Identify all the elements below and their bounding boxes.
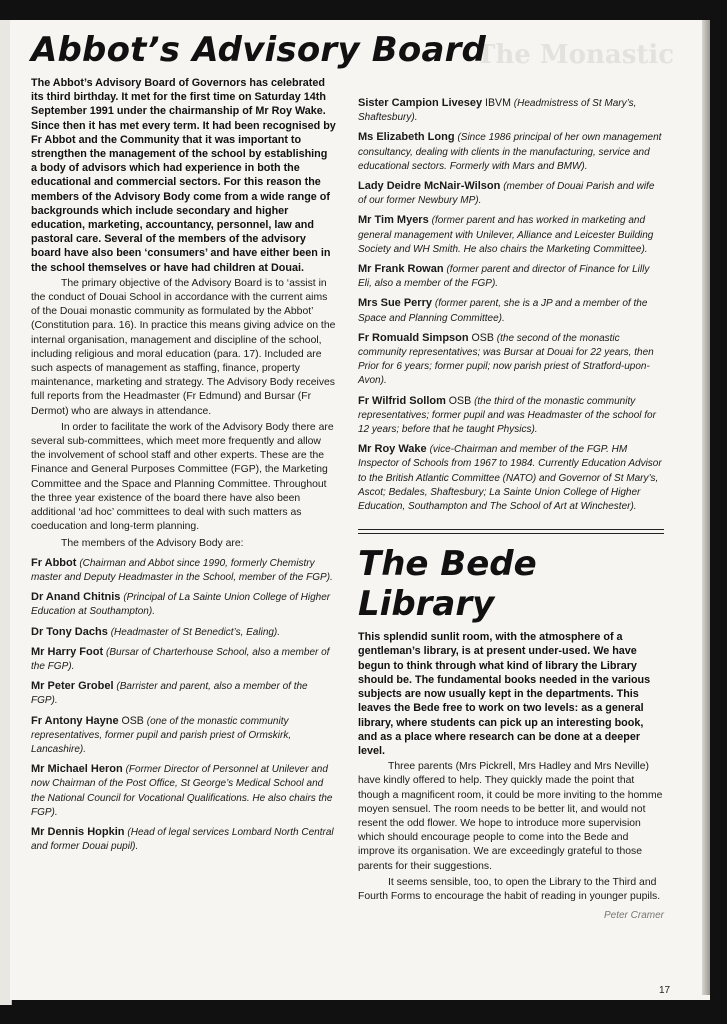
paragraph: Three parents (Mrs Pickrell, Mrs Hadley and Mrs Neville) have kindly offered to help. They quickly made the point that though a magnificent room, it could be more inviting to the homme moyen sensuel. The room needs to be better lit, and would not resent the odd flower. We hope to introduce more supervision which should encourage people to come into the Bede and improve its organisation. We are exceedingly grateful to those parents for their suggestions. bbox=[358, 761, 663, 872]
background-header: The Monastic bbox=[476, 40, 675, 70]
member-list-left bbox=[31, 556, 336, 855]
member-entry: Sister Campion Livesey IBVM (Headmistress of St Mary’s, Shaftesbury). bbox=[358, 97, 637, 124]
member-entry: Mr Roy Wake (vice-Chairman and member of the FGP. HM Inspector of Schools from 1967 to 1984. Currently Education Advisor to the British Atlantic Committee (NATO) and Governor of St Mary’s, Ascot; Bedales, Shaftesbury; La Sainte Union College of Higher Education, Southampton and The School of Art at Winchester). bbox=[358, 443, 662, 513]
member-entry: Mrs Sue Perry (former parent, she is a JP and a member of the Space and Planning Committee). bbox=[358, 297, 648, 324]
section-divider bbox=[358, 529, 664, 534]
member-entry: Fr Romuald Simpson OSB (the second of the monastic community representatives; was Bursar at Douai for 22 years, then Prior for 6 years; former pupil; now parish priest of Stratford-upon-Avon). bbox=[358, 331, 654, 387]
member-entry: Mr Michael Heron (Former Director of Personnel at Unilever and now Chairman of the Post Office, St George’s Medical School and the National Council for Vocational Qualifications. He also chairs the FGP). bbox=[31, 763, 333, 818]
library-title: The Bede Library bbox=[358, 544, 537, 625]
member-entry: Mr Peter Grobel (Barrister and parent, also a member of the FGP). bbox=[31, 680, 308, 707]
member-entry: Ms Elizabeth Long (Since 1986 principal of her own management consultancy, dealing with clients in the manufacturing, service and educational sectors. Formerly with Mars and BMW). bbox=[358, 131, 662, 172]
member-entry: Fr Abbot (Chairman and Abbot since 1990, formerly Chemistry master and Deputy Headmaster in the School, member of the FGP). bbox=[31, 556, 333, 583]
paragraph: It seems sensible, too, to open the Library to the Third and Fourth Forms to encourage the habit of reading in younger pupils. bbox=[358, 876, 661, 902]
member-list-right bbox=[358, 96, 664, 514]
member-entry: Lady Deidre McNair-Wilson (member of Douai Parish and wife of our former Newbury MP). bbox=[358, 180, 655, 207]
right-column bbox=[358, 96, 664, 921]
paragraph: In order to facilitate the work of the Advisory Body there are several sub-committees, which meet more frequently and allow the involvement of school staff and other experts. These are the Finance and General Purposes Committee (FGP), the Marketing Committee and the Space and Planning Committee. Throughout the three year existence of the board there have also been additional ‘ad hoc’ committees to deal with such matters as coeducation and long-term planning. bbox=[31, 421, 334, 533]
article-intro: The Abbot’s Advisory Board of Governors has celebrated its third birthday. It met for the first time on Saturday 14th September 1991 under the chairmanship of Mr Roy Wake. Since then it has met every term. It had been recognised by Fr Abbot and the Community that it was important to strengthen the management of the school by establishing a body of advisors which had experience in both the educational and commercial sectors. For this reason the members of the Advisory Body come from a wide range of backgrounds which include secondary and higher education, marketing, accountancy, personnel, law and pastoral care. Several of the members of the advisory board have also been ‘consumers’ and have either been in the school themselves or have had children at Douai. bbox=[31, 77, 336, 274]
page-spine bbox=[702, 20, 710, 995]
member-entry: Mr Tim Myers (former parent and has worked in marketing and general management with Unilever, Alliance and Leicester Building Society and WH Smith. He also chairs the Marketing Committee). bbox=[358, 214, 654, 255]
paragraph: The primary objective of the Advisory Board is to ‘assist in the conduct of Douai School in accordance with the current aims of the Douai monastic community as formulated by the Abbot’ (Constitution para. 16). In practice this means giving advice on the internal organisation, management and discipline of the school, including religious and moral education (para. 17). Included are such aspects of management as staffing, finance, property maintenance, marketing and strategy. The Advisory Body receives full reports from the Headmaster (Fr Edmund) and Bursar (Fr Dermot) who are always in attendance. bbox=[31, 277, 336, 417]
library-intro: This splendid sunlit room, with the atmosphere of a gentleman’s library, is at present under-used. We have begun to think through what kind of library the Library should be. The fundamental books needed in the various subjects are now usually kept in the departments. This leaves the Bede free to work on two levels: as a general library, where students can pick up an interesting book, and as a place where research can be done at a deeper level. bbox=[358, 631, 651, 757]
member-entry: Mr Frank Rowan (former parent and director of Finance for Lilly Eli, also a member of the FGP). bbox=[358, 263, 650, 290]
member-entry: Mr Dennis Hopkin (Head of legal services Lombard North Central and former Douai pupil). bbox=[31, 825, 334, 853]
author-byline: Peter Cramer bbox=[603, 910, 664, 922]
page-number: 17 bbox=[659, 985, 671, 996]
member-entry: Dr Tony Dachs (Headmaster of St Benedict’s, Ealing). bbox=[31, 625, 281, 638]
member-entry: Fr Wilfrid Sollom OSB (the third of the monastic community representatives; former pupil and was Headmaster of the school for 12 years; before that he taught Physics). bbox=[358, 394, 656, 436]
paragraph: The members of the Advisory Body are: bbox=[61, 537, 244, 549]
article-title: Abbot’s Advisory Board bbox=[31, 30, 487, 70]
member-entry: Fr Antony Hayne OSB (one of the monastic community representatives, former pupil and parish priest of Ormskirk, Lancashire). bbox=[31, 714, 292, 755]
member-entry: Dr Anand Chitnis (Principal of La Sainte Union College of Higher Education at Southampton). bbox=[31, 591, 331, 618]
member-entry: Mr Harry Foot (Bursar of Charterhouse School, also a member of the FGP). bbox=[31, 645, 330, 672]
